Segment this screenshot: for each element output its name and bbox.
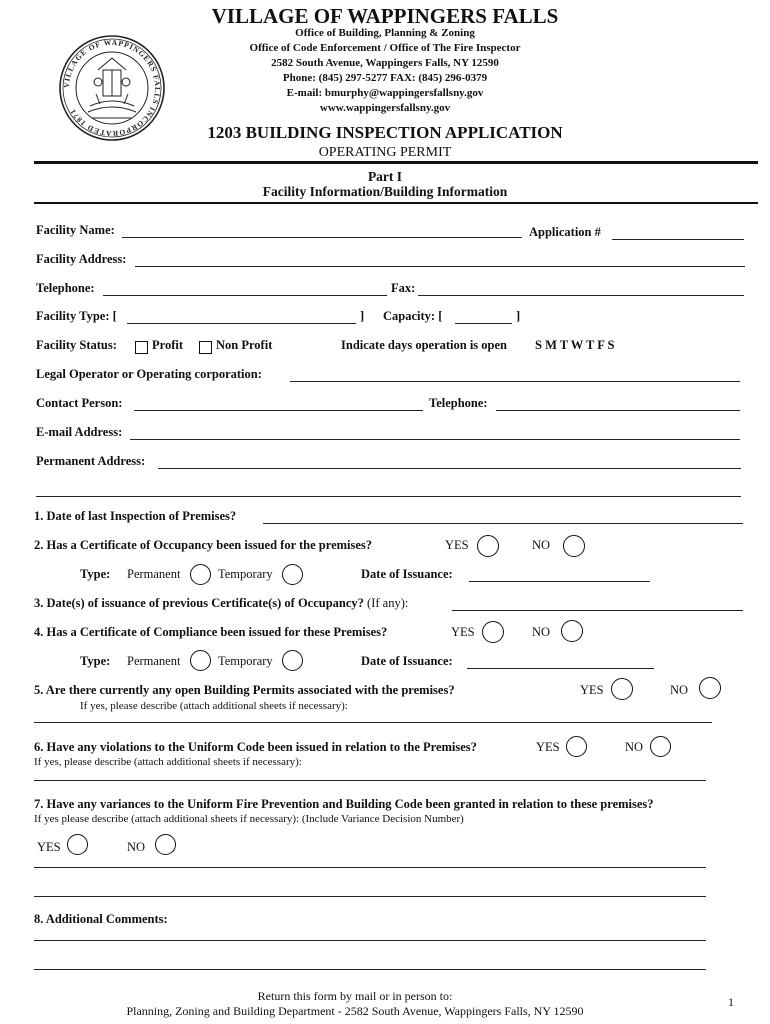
village-title: VILLAGE OF WAPPINGERS FALLS <box>211 4 559 28</box>
telephone-field[interactable] <box>103 295 387 296</box>
question-5: 5. Are there currently any open Building Permits associated with the premises? <box>34 683 455 697</box>
part-heading: Facility Information/Building Information <box>262 184 508 199</box>
question-6: 6. Have any violations to the Uniform Code been issued in relation to the Premises? <box>34 740 477 754</box>
q2-date-of-issuance-label: Date of Issuance: <box>361 567 453 581</box>
q4-no-label: NO <box>532 625 551 639</box>
q7-yes-radio[interactable] <box>67 834 88 855</box>
office-email: E-mail: bmurphy@wappingersfallsny.gov <box>286 87 484 99</box>
office-address: 2582 South Avenue, Wappingers Falls, NY 12590 <box>271 57 499 69</box>
office-website: www.wappingersfallsny.gov <box>319 102 451 114</box>
facility-type-label: Facility Type: [ <box>36 309 117 323</box>
q5-note: If yes, please describe (attach additional sheets if necessary): <box>80 700 348 712</box>
question-4: 4. Has a Certificate of Compliance been issued for these Premises? <box>34 625 388 639</box>
q4-temporary-radio[interactable] <box>282 650 303 671</box>
fax-field[interactable] <box>418 295 744 296</box>
q2-no-radio[interactable] <box>563 535 585 557</box>
q6-yes-label: YES <box>536 740 560 754</box>
q8-comments-field-line1[interactable] <box>34 940 706 941</box>
header-divider-thick <box>34 161 758 164</box>
email-address-field[interactable] <box>130 439 740 440</box>
q4-yes-label: YES <box>451 625 475 639</box>
office-line-2: Office of Code Enforcement / Office of The Fire Inspector <box>249 42 521 54</box>
application-number-field[interactable] <box>612 239 744 240</box>
q7-note: If yes please describe (attach additional sheets if necessary): (Include Variance Decision Number) <box>34 813 464 825</box>
form-title: 1203 BUILDING INSPECTION APPLICATION <box>207 123 563 142</box>
facility-type-close: ] <box>360 309 365 323</box>
q2-type-label: Type: <box>80 567 111 581</box>
q2-yes-label: YES <box>445 538 469 552</box>
legal-operator-field[interactable] <box>290 381 740 382</box>
contact-person-label: Contact Person: <box>36 396 123 410</box>
q2-temporary-label: Temporary <box>218 567 273 581</box>
contact-person-field[interactable] <box>134 410 423 411</box>
legal-operator-label: Legal Operator or Operating corporation: <box>36 367 262 381</box>
question-3-field[interactable] <box>452 610 743 611</box>
email-address-label: E-mail Address: <box>36 425 123 439</box>
office-phone: Phone: (845) 297-5277 FAX: (845) 296-0379 <box>282 72 488 84</box>
facility-type-field[interactable] <box>127 323 356 324</box>
q6-no-label: NO <box>625 740 644 754</box>
q4-no-radio[interactable] <box>561 620 583 642</box>
capacity-label: Capacity: [ <box>383 309 443 323</box>
profit-label: Profit <box>152 338 184 352</box>
office-line-1: Office of Building, Planning & Zoning <box>295 27 475 39</box>
q4-date-of-issuance-label: Date of Issuance: <box>361 654 453 668</box>
question-1-field[interactable] <box>263 523 743 524</box>
footer-department-address: Planning, Zoning and Building Department - 2582 South Avenue, Wappingers Falls, NY 12590 <box>126 1004 584 1018</box>
profit-checkbox[interactable] <box>135 341 148 354</box>
capacity-close: ] <box>516 309 521 323</box>
seal-lettering: VILLAGE OF WAPPINGERS FALLS INCORPORATED 1871 <box>61 37 163 139</box>
q2-no-label: NO <box>532 538 551 552</box>
q7-description-field-line1[interactable] <box>34 867 706 868</box>
question-3 <box>34 596 408 611</box>
q4-permanent-label: Permanent <box>127 654 181 668</box>
q6-description-field[interactable] <box>34 780 706 781</box>
capacity-field[interactable] <box>455 323 512 324</box>
q5-no-radio[interactable] <box>699 677 721 699</box>
permanent-address-field-line2[interactable] <box>36 496 741 497</box>
permanent-address-label: Permanent Address: <box>36 454 146 468</box>
q2-permanent-radio[interactable] <box>190 564 211 585</box>
q4-type-label: Type: <box>80 654 111 668</box>
application-number-label: Application # <box>529 225 601 239</box>
q2-yes-radio[interactable] <box>477 535 499 557</box>
q4-temporary-label: Temporary <box>218 654 273 668</box>
question-8: 8. Additional Comments: <box>34 912 168 926</box>
page-number: 1 <box>728 995 734 1009</box>
part-label: Part I <box>367 169 403 184</box>
telephone-label: Telephone: <box>36 281 95 295</box>
question-2: 2. Has a Certificate of Occupancy been issued for the premises? <box>34 538 373 552</box>
part-divider <box>34 202 758 204</box>
contact-telephone-label: Telephone: <box>429 396 488 410</box>
q5-description-field[interactable] <box>34 722 712 723</box>
q7-no-label: NO <box>127 840 146 854</box>
q7-yes-label: YES <box>37 840 61 854</box>
non-profit-label: Non Profit <box>216 338 273 352</box>
non-profit-checkbox[interactable] <box>199 341 212 354</box>
facility-address-label: Facility Address: <box>36 252 127 266</box>
facility-status-label: Facility Status: <box>36 338 117 352</box>
question-3-qualifier: (If any): <box>363 596 409 610</box>
q8-comments-field-line2[interactable] <box>34 969 706 970</box>
facility-name-label: Facility Name: <box>36 223 115 237</box>
facility-address-field[interactable] <box>135 266 745 267</box>
form-subtitle: OPERATING PERMIT <box>318 145 452 160</box>
q5-yes-radio[interactable] <box>611 678 633 700</box>
question-3-text: 3. Date(s) of issuance of previous Certificate(s) of Occupancy? <box>34 596 364 610</box>
q2-temporary-radio[interactable] <box>282 564 303 585</box>
fax-label: Fax: <box>391 281 416 295</box>
question-7: 7. Have any variances to the Uniform Fire Prevention and Building Code been granted in relation to these premises? <box>34 797 654 811</box>
days-open-label: Indicate days operation is open <box>341 338 507 352</box>
q4-yes-radio[interactable] <box>482 621 504 643</box>
q4-permanent-radio[interactable] <box>190 650 211 671</box>
q6-note: If yes, please describe (attach additional sheets if necessary): <box>34 756 302 768</box>
q2-date-of-issuance-field[interactable] <box>469 581 650 582</box>
q5-no-label: NO <box>670 683 689 697</box>
permanent-address-field[interactable] <box>158 468 741 469</box>
q6-no-radio[interactable] <box>650 736 671 757</box>
days-of-week[interactable]: S M T W T F S <box>535 338 615 352</box>
q2-permanent-label: Permanent <box>127 567 181 581</box>
facility-name-field[interactable] <box>122 237 522 238</box>
contact-telephone-field[interactable] <box>496 410 740 411</box>
footer-return-instructions: Return this form by mail or in person to: <box>257 989 453 1003</box>
q7-description-field-line2[interactable] <box>34 896 706 897</box>
q4-date-of-issuance-field[interactable] <box>467 668 654 669</box>
q6-yes-radio[interactable] <box>566 736 587 757</box>
q7-no-radio[interactable] <box>155 834 176 855</box>
question-1: 1. Date of last Inspection of Premises? <box>34 509 237 523</box>
q5-yes-label: YES <box>580 683 604 697</box>
